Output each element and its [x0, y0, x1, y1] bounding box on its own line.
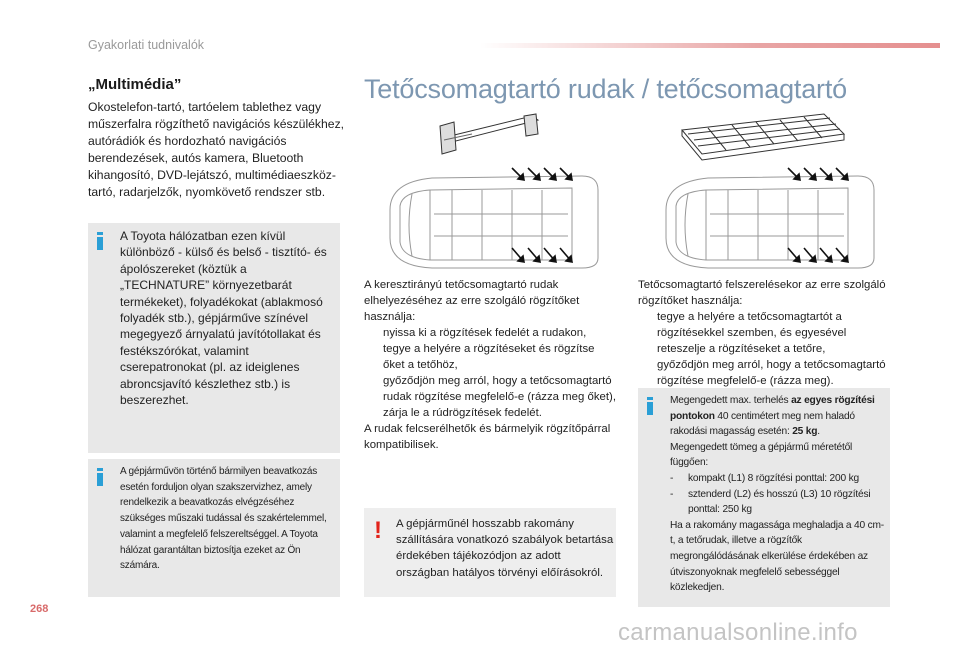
warning-box-long-load: [364, 508, 616, 597]
roof-rack-illustration: [648, 110, 880, 270]
list-item: tegye a helyére a tetőcsomagtartót a rögzítésekkel szemben, és egyesével reteszelje a rögzítéseket a tetőre,: [657, 311, 847, 355]
roof-bars-illustration: [372, 110, 604, 270]
warning-box-text: A gépjárműnél hosszabb rakomány szállítására vonatkozó szabályok betartása érdekében tájékozódjon az adott országban hatályos törvényi előírásokról.: [396, 518, 614, 579]
watermark: carmanualsonline.info: [618, 619, 858, 646]
roof-rack-instructions: [638, 277, 890, 389]
roof-rack-intro: Tetőcsomagtartó felszerelésekor az erre szolgáló rögzítőket használja:: [638, 279, 886, 307]
list-item: - sztenderd (L2) és hosszú (L3) 10 rögzítési ponttal: 250 kg: [670, 488, 871, 516]
info-icon: [97, 232, 103, 250]
load-limits-paragraph-1: Megengedett max. terhelés az egyes rögzítési pontokon 40 centimétert meg nem haladó rakodási magasság esetén: 25 kg.: [670, 395, 875, 438]
info-box-service-text: A gépjárművön történő bármilyen beavatkozás esetén forduljon olyan szakszervizhez, amely rendelkezik a beavatkozás elvégzéséhez szükséges műszaki tudással és szakértelemmel, valamint a megfelelő felszereltséggel. A Toyota hálózat garantáltan biztosítja ezeket az Ön számára.: [120, 466, 327, 572]
warning-icon: !: [374, 517, 382, 544]
info-icon: [647, 397, 653, 415]
roof-bars-outro: A rudak felcserélhetők és bármelyik rögzítőpárral kompatibilisek.: [364, 423, 611, 451]
info-box-load-limits: [638, 388, 890, 607]
info-box-service: [88, 459, 340, 597]
header-accent-bar: [480, 43, 940, 48]
list-item: zárja le a rúdrögzítések fedelét.: [383, 407, 542, 419]
load-limits-paragraph-3: Ha a rakomány magassága meghaladja a 40 cm-t, a tetőrudak, illetve a rögzítők megrongálódásának elkerülése érdekében az útviszonyoknak megfelelő sebességgel közlekedjen.: [670, 519, 884, 594]
multimedia-body: Okostelefon-tartó, tartóelem tablethez vagy műszerfalra rögzíthető navigációs készülékhez, autórádiók és hordozható navigációs berendezések, autós kamera, Bluetooth kihangosító, DVD-lejátszó, multimédiaeszköz-tartó, radarjelzők, nyomkövető rendszer stb.: [88, 100, 345, 199]
list-item: - kompakt (L1) 8 rögzítési ponttal: 200 kg: [670, 472, 859, 484]
roof-bars-instructions: [364, 277, 616, 453]
section-title: Tetőcsomagtartó rudak / tetőcsomagtartó: [364, 74, 847, 104]
header-title: Gyakorlati tudnivalók: [88, 38, 205, 52]
list-item: tegye a helyére a rögzítéseket és rögzítse őket a tetőhöz,: [383, 343, 595, 371]
load-limits-paragraph-2: Megengedett tömeg a gépjármű méretétől függően:: [670, 441, 853, 469]
page-number: 268: [30, 603, 49, 615]
info-box-accessories: [88, 223, 340, 453]
list-item: győződjön meg arról, hogy a tetőcsomagtartó rögzítése megfelelő-e (rázza meg).: [657, 359, 886, 387]
list-item: nyissa ki a rögzítések fedelét a rudakon,: [383, 327, 587, 339]
multimedia-title: „Multimédia”: [88, 76, 182, 93]
roof-bars-intro: A keresztirányú tetőcsomagtartó rudak elhelyezéséhez az erre szolgáló rögzítőket használja:: [364, 279, 580, 323]
load-limits-text: [670, 393, 888, 596]
list-item: győződjön meg arról, hogy a tetőcsomagtartó rudak rögzítése megfelelő-e (rázza meg őket),: [383, 375, 616, 403]
info-icon: [97, 468, 103, 486]
info-box-accessories-text: A Toyota hálózatban ezen kívül különböző - külső és belső - tisztító- és ápolószereket (köztük a „TECHNATURE” környezetbarát termékeket), folyadékokat (ablakmosó folyadék stb.), gépjárműve színével megegyező árnyalatú javítótollakat és festékszórókat, valamint cserepatronokat (pl. az ideiglenes abroncsjavító készlethez stb.) is beszerezhet.: [120, 229, 327, 408]
